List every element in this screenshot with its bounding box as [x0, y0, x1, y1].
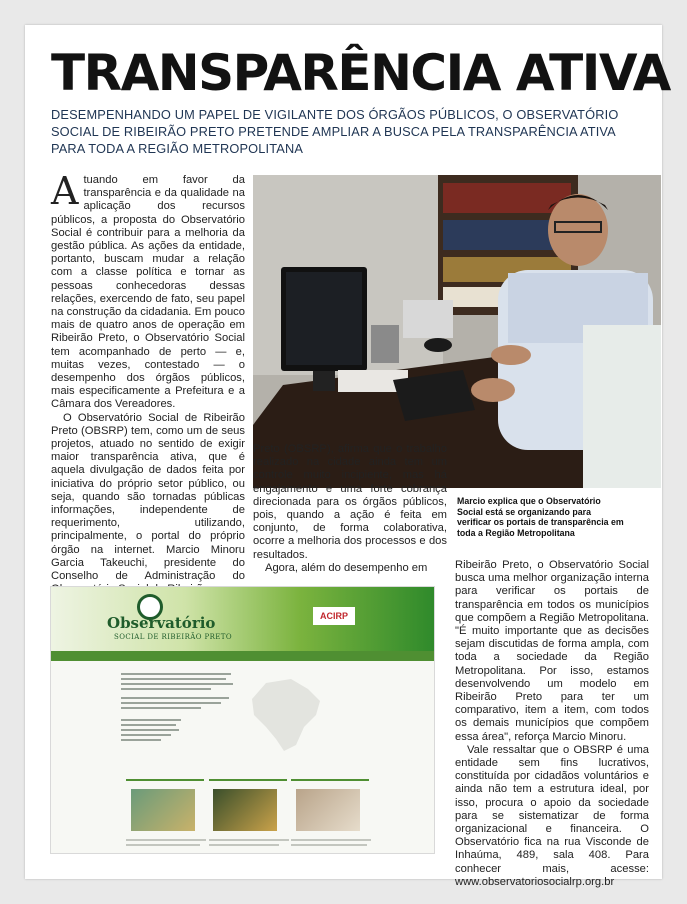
website-logo-title: Observatório [107, 614, 216, 632]
text-column-2 [253, 443, 447, 575]
paragraph-4: Agora, além do desempenho em [265, 561, 428, 574]
website-logo-subtitle: SOCIAL DE RIBEIRÃO PRETO [114, 633, 232, 641]
website-body [51, 661, 434, 853]
text-column-1 [51, 169, 245, 597]
photo-marcio-at-desk [253, 175, 661, 488]
partner-logo: ACIRP [313, 607, 355, 625]
news-thumbnail [213, 789, 277, 831]
paragraph-2: O Observatório Social de Ribeirão Preto (OBSRP) tem, como um de seus projetos, atuado no sentido de exigir maior transparência ativa, que é aquela divulgação de dados feita por iniciativa do próprio setor público, ou seja, quando são tornadas públicas informações, independente de requerimento, utilizando, principalmente, o portal do próprio órgão na internet. Marcio Minoru Garcia Takeuchi, presidente do Conselho de Administração do [51, 411, 245, 583]
news-thumbnail [131, 789, 195, 831]
text-column-3 [455, 559, 649, 889]
news-thumbnail [296, 789, 360, 831]
article-title: TRANSPARÊNCIA ATIVA [51, 44, 670, 102]
paragraph-6: Vale ressaltar que o OBSRP é uma entidade sem fins lucrativos, constituída por cidadãos voluntários e ainda não tem a estrutura ideal, por isso, procura o apoio da sociedade para se sistematizar de forma organizacional e financeira. O Observatório fica na rua Visconde de Inhaúma, 489, sala 408. Para conhecer mais, acesse: www.observatoriosocialrp.org.br [455, 743, 649, 888]
magazine-page [25, 25, 670, 888]
brazil-map-icon [246, 675, 326, 755]
drop-cap: A [51, 169, 79, 213]
paragraph-5: Ribeirão Preto, o Observatório Social busca uma melhor organização interna para verificar os portais de transparência em todos os municípios que compõem a Região Metropolitana. "É muito importante que as decisões sejam discutidas de forma ampla, com toda a sociedade da Região Metropolitana. Por isso, estamos desenvolvendo um modelo em Ribeirão Preto para ter um comparativo, item a item, com todos os demais municípios que compõem essa área", reforça Marcio Minoru. [455, 559, 649, 743]
website-header [51, 587, 434, 651]
paragraph-1: tuando em favor da transparência e da qualidade na aplicação dos recursos públicos, a proposta do Observatório Social é contribuir para a melhoria da gestão pública. As ações da entidade, portanto, buscam mudar a relação com a classe política e tornar as pessoas conhecedoras dessas relações, exercendo de fato, seu papel na construção da cidadania. Em pouco mais de quatro anos de operação em Ribeirão Preto, o Observatório Social tem acompanhado de perto — e, muitas vezes, contestado — o desempenho dos órgãos públicos, mais especificamente a Prefeitura e a Câmara dos Vereadores. [51, 174, 245, 411]
website-screenshot [50, 586, 435, 854]
paragraph-3: Preto (OBSRP), afirma que o trabalho realizado na cidade ainda tem um controle muito incipiente, mas há engajamento e uma forte cobrança direcionada para os órgãos públicos, pois, quando a ação é feita em conjunto, de forma colaborativa, ocorre a melhoria dos processos e dos resultados. [253, 443, 447, 561]
article-subtitle: DESEMPENHANDO UM PAPEL DE VIGILANTE DOS ÓRGÃOS PÚBLICOS, O OBSERVATÓRIO SOCIAL DE RIBEIRÃO PRETO PRETENDE AMPLIAR A BUSCA PELA TRANSPARÊNCIA ATIVA PARA TODA A REGIÃO METROPOLITANA [51, 107, 619, 156]
website-nav-bar [51, 651, 434, 661]
photo-caption: Marcio explica que o Observatório Social está se organizando para verificar os portais de transparência em toda a Região Metropolitana [457, 496, 624, 538]
